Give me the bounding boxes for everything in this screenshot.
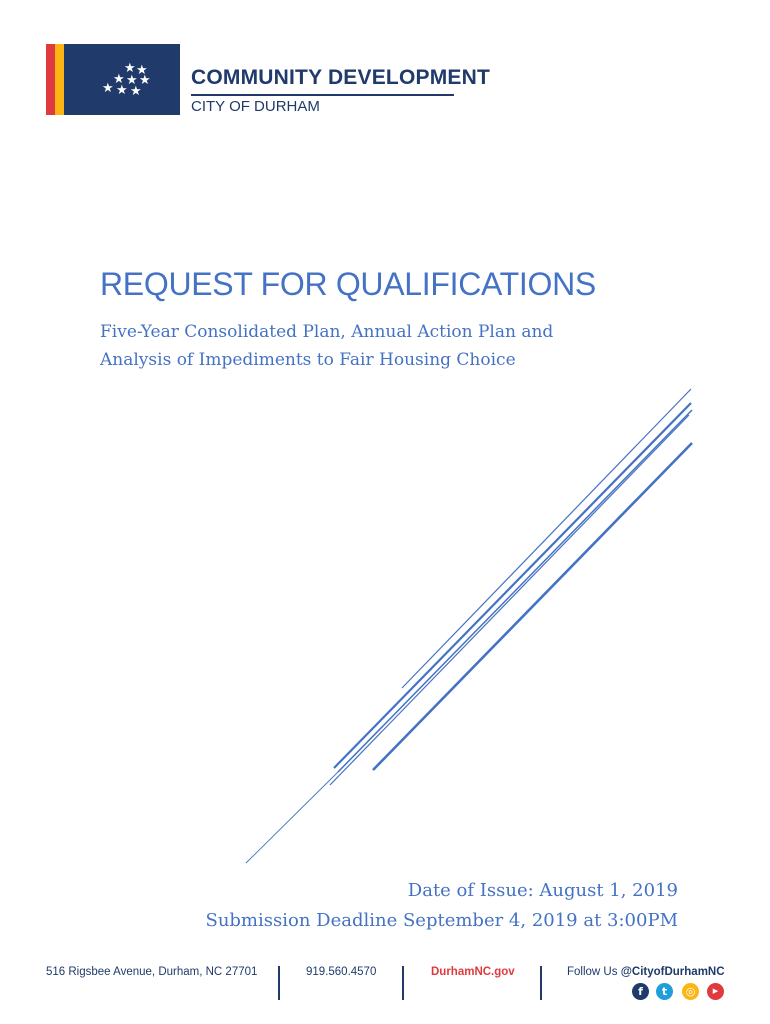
svg-text:★: ★ bbox=[113, 72, 125, 87]
subtitle-line-1: Five-Year Consolidated Plan, Annual Action Plan and bbox=[100, 322, 554, 342]
page-footer bbox=[0, 958, 770, 1024]
svg-text:★: ★ bbox=[124, 61, 136, 76]
document-title: REQUEST FOR QUALIFICATIONS bbox=[100, 266, 596, 302]
follow-prefix: Follow Us bbox=[567, 966, 621, 978]
facebook-icon[interactable]: f bbox=[632, 983, 649, 1000]
youtube-icon[interactable]: ▶ bbox=[707, 983, 724, 1000]
footer-phone: 919.560.4570 bbox=[306, 966, 377, 978]
footer-divider bbox=[540, 966, 542, 1000]
svg-text:★: ★ bbox=[102, 81, 114, 96]
footer-divider bbox=[278, 966, 280, 1000]
twitter-icon[interactable]: t bbox=[656, 983, 673, 1000]
follow-handle[interactable]: @CityofDurhamNC bbox=[620, 966, 725, 978]
footer-follow-us bbox=[567, 966, 725, 978]
svg-text:★: ★ bbox=[116, 83, 128, 98]
svg-text:★: ★ bbox=[130, 84, 142, 99]
diagonal-line bbox=[334, 403, 691, 768]
diagonal-line bbox=[338, 410, 692, 772]
footer-address: 516 Rigsbee Avenue, Durham, NC 27701 bbox=[46, 966, 258, 978]
footer-website-link[interactable]: DurhamNC.gov bbox=[431, 966, 515, 978]
diagonal-line bbox=[330, 415, 689, 785]
city-name: CITY OF DURHAM bbox=[191, 98, 320, 115]
subtitle-line-2: Analysis of Impediments to Fair Housing Choice bbox=[100, 350, 516, 370]
date-block bbox=[205, 876, 678, 936]
svg-text:★: ★ bbox=[139, 73, 151, 88]
diagonal-line bbox=[246, 770, 340, 863]
submission-deadline: Submission Deadline September 4, 2019 at 3:00PM bbox=[205, 910, 678, 931]
diagonal-line bbox=[373, 443, 692, 770]
org-name: COMMUNITY DEVELOPMENT bbox=[191, 66, 490, 89]
date-of-issue: Date of Issue: August 1, 2019 bbox=[407, 880, 678, 901]
svg-text:★: ★ bbox=[126, 73, 138, 88]
diagonal-line bbox=[402, 389, 691, 688]
footer-divider bbox=[402, 966, 404, 1000]
svg-text:★: ★ bbox=[136, 63, 148, 78]
instagram-icon[interactable]: ◎ bbox=[682, 983, 699, 1000]
